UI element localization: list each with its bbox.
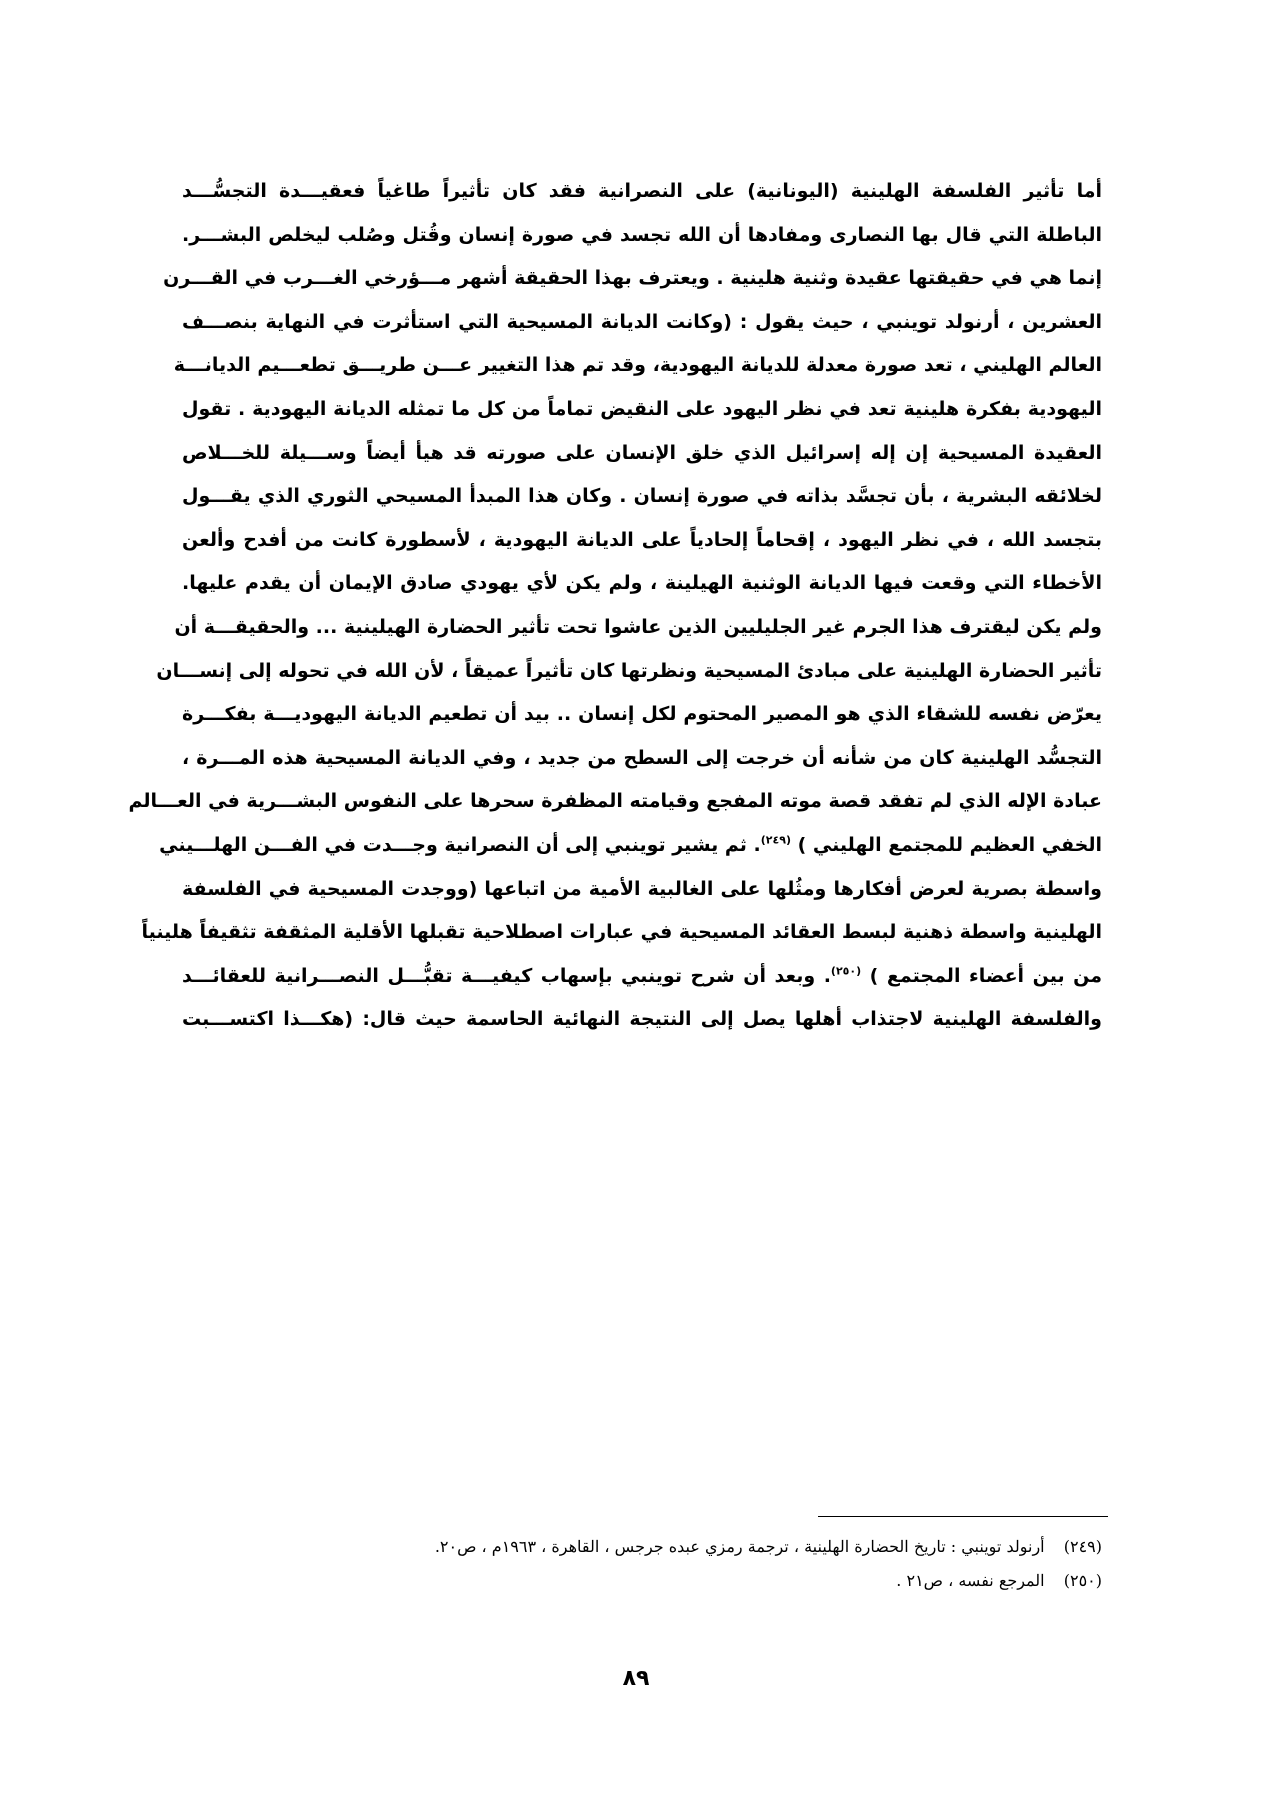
body-line-text: والفلسفة الهلينية لاجتذاب أهلها يصل إلى النتيجة النهائية الحاسمة حيث قال: (هكـــذا اكتســـبت (182, 1008, 1102, 1031)
body-line (173, 344, 1102, 388)
footnote-text: المرجع نفسه ، ص٢١ . (896, 1571, 1045, 1590)
body-line-text: التجسُّد الهلينية كان من شأنه أن خرجت إلى السطح من جديد ، وفي الديانة المسيحية هذه المـــرة ، (182, 746, 1102, 769)
body-line (182, 998, 1102, 1042)
body-line-text: اليهودية بفكرة هلينية تعد في نظر اليهود على النقيض تماماً من كل ما تمثله الديانة اليهودية . تقول (182, 397, 1102, 420)
body-line-text: . ثم يشير توينبي إلى أن النصرانية وجـــدت في الفـــن الهلـــيني (159, 833, 761, 856)
footnote-number: (٢٥٠) (1063, 1571, 1102, 1590)
footnote-number: (٢٤٩) (1063, 1537, 1102, 1556)
body-line-text: إنما هي في حقيقتها عقيدة وثنية هلينية . ويعترف بهذا الحقيقة أشهر مـــؤرخي الغـــرب في القـــرن (163, 267, 1102, 290)
body-line-text: العالم الهليني ، تعد صورة معدلة للديانة اليهودية، وقد تم هذا التغيير عـــن طريـــق تطعـــيم الديانـــة (173, 354, 1102, 377)
footnote-250 (182, 1564, 1102, 1598)
body-line (182, 562, 1102, 606)
body-line (156, 650, 1102, 694)
body-line-text: العقيدة المسيحية إن إله إسرائيل الذي خلق الإنسان على صورته قد هيأ أيضاً وســـيلة للخـــلاص (182, 441, 1102, 464)
body-line-text: الأخطاء التي وقعت فيها الديانة الوثنية الهيلينة ، ولم يكن لأي يهودي صادق الإيمان أن يقدم عليها. (182, 572, 1102, 595)
body-line (182, 519, 1102, 563)
body-line-text: بتجسد الله ، في نظر اليهود ، إقحاماً إلحادياً على الديانة اليهودية ، لأسطورة كانت من أفدح وألعن (182, 528, 1102, 551)
body-line (182, 170, 1102, 214)
body-line-text: الباطلة التي قال بها النصارى ومفادها أن الله تجسد في صورة إنسان وقُتل وصُلب ليخلص البشـــر. (182, 223, 1102, 246)
body-line-text: الهلينية واسطة ذهنية لبسط العقائد المسيحية في عبارات اصطلاحية تقبلها الأقلية المثقفة تثقيفاً هلينياً (141, 921, 1102, 944)
body-line (141, 911, 1102, 955)
body-line (182, 693, 1102, 737)
body-line (182, 475, 1102, 519)
footnote-reference[interactable]: (٢٥٠) (830, 964, 862, 978)
body-line (182, 301, 1102, 345)
body-line (182, 868, 1102, 912)
footnote-separator (818, 1516, 1108, 1517)
body-line (159, 824, 1102, 868)
body-line-text: تأثير الحضارة الهلينية على مبادئ المسيحية ونظرتها كان تأثيراً عميقاً ، لأن الله في تحوله إلى إنســـان (156, 659, 1102, 682)
body-line-text: واسطة بصرية لعرض أفكارها ومثُلها على الغالبية الأمية من اتباعها (ووجدت المسيحية في الفلسفة (182, 877, 1102, 900)
body-line (182, 955, 1102, 999)
footnote-text: أرنولد توينبي : تاريخ الحضارة الهلينية ، ترجمة رمزي عبده جرجس ، القاهرة ، ١٩٦٣م ، ص٢٠. (434, 1537, 1045, 1556)
body-line-text: من بين أعضاء المجتمع ) (861, 964, 1102, 987)
footnote-249 (182, 1530, 1102, 1564)
body-text (128, 170, 1102, 1042)
body-line-text: أما تأثير الفلسفة الهلينية (اليونانية) على النصرانية فقد كان تأثيراً طاغياً فعقيـــدة التجسُّـــد (182, 180, 1102, 202)
body-line-text: ولم يكن ليقترف هذا الجرم غير الجليليين الذين عاشوا تحت تأثير الحضارة الهيلينية ... والحقيقـــة أن (174, 615, 1102, 638)
body-line (128, 780, 1102, 824)
body-line-text: العشرين ، أرنولد توينبي ، حيث يقول : (وكانت الديانة المسيحية التي استأثرت في النهاية بنصـــف (182, 310, 1102, 333)
body-line (163, 257, 1102, 301)
body-line-text: عبادة الإله الذي لم تفقد قصة موته المفجع وقيامته المظفرة سحرها على النفوس البشـــرية في العـــالم (128, 790, 1102, 813)
page-number: ٨٩ (622, 1666, 650, 1691)
footnotes (182, 1530, 1102, 1598)
body-line (174, 606, 1102, 650)
body-line (182, 737, 1102, 781)
body-line (182, 432, 1102, 476)
body-line-text: الخفي العظيم للمجتمع الهليني ) (790, 833, 1102, 856)
body-line-text: . وبعد أن شرح توينبي بإسهاب كيفيـــة تقبُّـــل النصـــرانية للعقائـــد (182, 964, 831, 987)
body-line-text: يعرّض نفسه للشقاء الذي هو المصير المحتوم لكل إنسان .. بيد أن تطعيم الديانة اليهوديـــة بفكـــرة (182, 703, 1102, 726)
body-line-text: لخلائقه البشرية ، بأن تجسَّد بذاته في صورة إنسان . وكان هذا المبدأ المسيحي الثوري الذي يقـــول (182, 485, 1102, 508)
body-line (182, 214, 1102, 258)
footnote-reference[interactable]: (٢٤٩) (760, 833, 791, 847)
body-line (182, 388, 1102, 432)
